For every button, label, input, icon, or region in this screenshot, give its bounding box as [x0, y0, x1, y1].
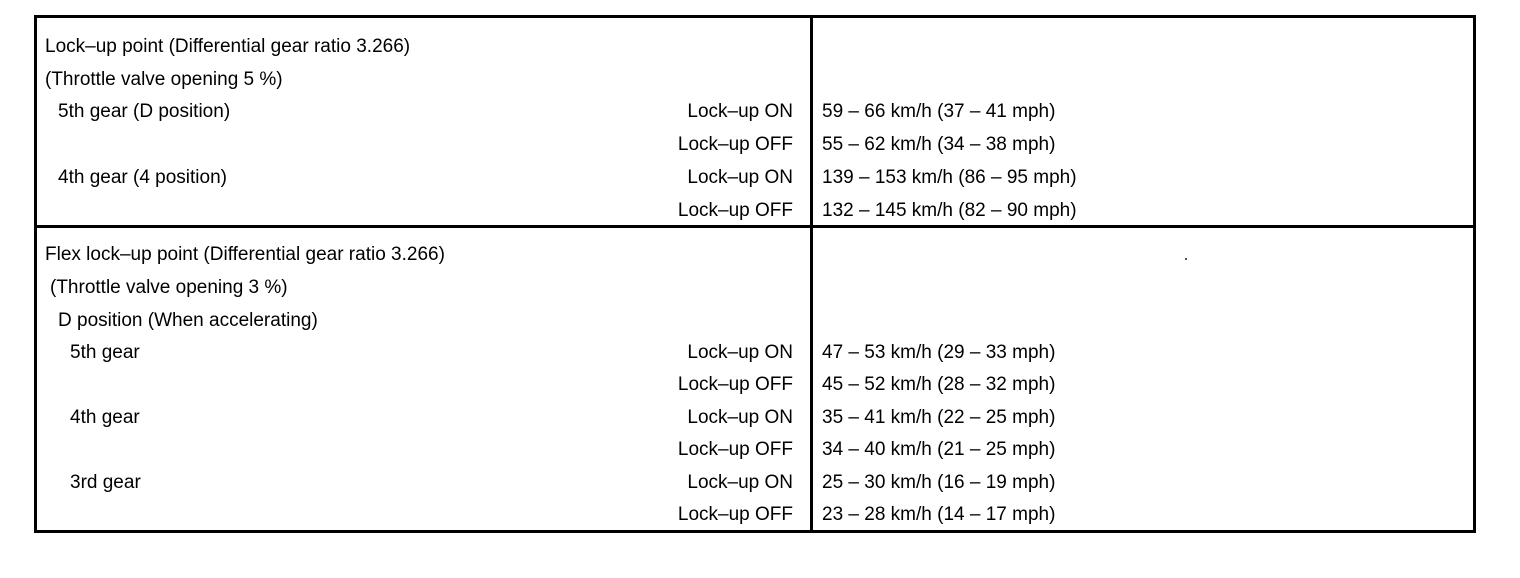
lockup-state-label: Lock–up ON: [687, 342, 793, 363]
condition-label: D position (When accelerating): [58, 310, 318, 331]
gear-label: 4th gear (4 position): [58, 167, 227, 188]
speed-value: 23 – 28 km/h (14 – 17 mph): [822, 504, 1056, 525]
lockup-state-label: Lock–up ON: [687, 407, 793, 428]
speed-value: 25 – 30 km/h (16 – 19 mph): [822, 472, 1056, 493]
gear-label: 5th gear: [70, 342, 140, 363]
lockup-spec-table: [34, 15, 1476, 533]
lockup-point-section: [37, 18, 1473, 228]
gear-label: 4th gear: [70, 407, 140, 428]
speed-value: 55 – 62 km/h (34 – 38 mph): [822, 134, 1056, 155]
flex-lockup-point-section: [37, 228, 1473, 530]
speed-value: 34 – 40 km/h (21 – 25 mph): [822, 439, 1056, 460]
speed-value: 45 – 52 km/h (28 – 32 mph): [822, 374, 1056, 395]
lockup-state-label: Lock–up ON: [687, 101, 793, 122]
column-divider: [810, 18, 813, 225]
speed-value: 35 – 41 km/h (22 – 25 mph): [822, 407, 1056, 428]
speed-value: 47 – 53 km/h (29 – 33 mph): [822, 342, 1056, 363]
section-title: Flex lock–up point (Differential gear ratio 3.266): [45, 244, 445, 265]
lockup-state-label: Lock–up OFF: [677, 200, 793, 221]
lockup-state-label: Lock–up ON: [687, 472, 793, 493]
lockup-state-label: Lock–up OFF: [677, 439, 793, 460]
column-divider: [810, 228, 813, 530]
speed-value: 139 – 153 km/h (86 – 95 mph): [822, 167, 1077, 188]
lockup-state-label: Lock–up ON: [687, 167, 793, 188]
scan-speck: [1185, 258, 1187, 260]
section-subtitle: (Throttle valve opening 3 %): [50, 277, 288, 298]
gear-label: 5th gear (D position): [58, 101, 231, 122]
gear-label: 3rd gear: [70, 472, 141, 493]
lockup-state-label: Lock–up OFF: [677, 374, 793, 395]
speed-value: 59 – 66 km/h (37 – 41 mph): [822, 101, 1056, 122]
speed-value: 132 – 145 km/h (82 – 90 mph): [822, 200, 1077, 221]
lockup-state-label: Lock–up OFF: [677, 134, 793, 155]
section-title: Lock–up point (Differential gear ratio 3.266): [45, 36, 411, 57]
lockup-state-label: Lock–up OFF: [677, 504, 793, 525]
section-subtitle: (Throttle valve opening 5 %): [45, 69, 283, 90]
